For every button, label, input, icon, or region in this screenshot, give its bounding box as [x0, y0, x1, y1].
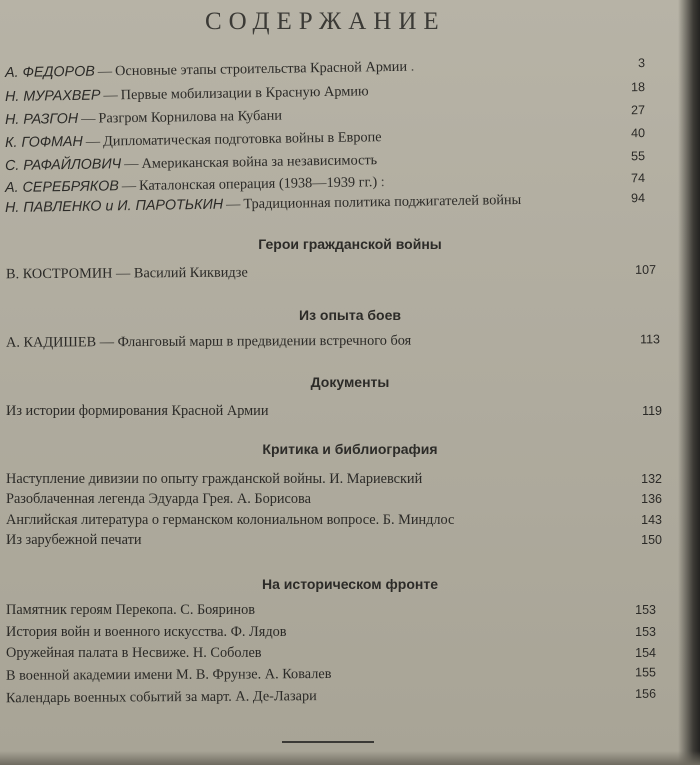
entry-page: 113: [640, 332, 661, 347]
page-edge-shadow: [0, 751, 700, 765]
entry-author: Н. РАЗГОН: [4, 110, 79, 129]
entry-dots: .: [410, 58, 415, 75]
entry-title: Американская война за независимость: [141, 152, 378, 172]
section-heading: Документы: [310, 374, 390, 390]
toc-entry: [6, 260, 656, 285]
toc-entry: [6, 469, 662, 489]
entry-page: 55: [630, 148, 646, 164]
section-heading: Из опыта боев: [299, 307, 401, 323]
entry-title: Каталонская операция (1938—1939 гг.): [138, 174, 378, 194]
toc-entry: [6, 600, 656, 620]
entry-page: 3: [637, 55, 646, 71]
entry-page: 119: [642, 404, 662, 418]
toc-entry: А. СЕРЕБРЯКОВ — Каталонская операция (1938—1939 гг.) : 74: [5, 168, 645, 198]
toc-entry: [6, 530, 662, 550]
toc-entry: С. РАФАЙЛОВИЧ — Американская война за независимость 55: [5, 146, 645, 176]
page-title: СОДЕРЖАНИЕ: [205, 8, 446, 35]
entry-page: 154: [635, 646, 656, 660]
entry-title: Календарь военных событий за март. А. Де-Лазари: [5, 688, 317, 707]
entry-page: 94: [630, 190, 646, 206]
entry-page: 136: [641, 492, 662, 506]
entry-author: К. ГОФМАН: [4, 133, 83, 152]
entry-page: 27: [630, 102, 646, 118]
toc-entry: К. ГОФМАН — Дипломатическая подготовка войны в Европе 40: [5, 123, 645, 153]
entry-title: Разоблаченная легенда Эдуарда Грея. А. Борисова: [6, 491, 311, 507]
entry-title: Памятник героям Перекопа. С. Бояринов: [6, 602, 255, 618]
entry-page: 143: [641, 513, 662, 527]
toc-entry: А. ФЕДОРОВ — Основные этапы строительства Красной Армии . 3: [5, 53, 645, 83]
toc-entry: [6, 401, 662, 421]
entry-page: 40: [630, 125, 646, 141]
section-heading: Критика и библиография: [262, 441, 438, 457]
entry-page: 74: [630, 170, 646, 186]
book-spine-shadow: [678, 0, 700, 765]
section-heading: Герои гражданской войны: [258, 236, 442, 252]
toc-entry: [6, 643, 656, 663]
entry-title: Дипломатическая подготовка войны в Европе: [102, 129, 382, 150]
entry-title: Основные этапы строительства Красной Армии: [114, 58, 408, 80]
entry-title: Оружейная палата в Несвиже. Н. Соболев: [6, 645, 262, 661]
end-rule: [282, 741, 374, 743]
entry-title: Традиционная политика поджигателей войны: [243, 191, 522, 213]
toc-entry: [6, 329, 660, 352]
entry-title: Первые мобилизации в Красную Армию: [120, 83, 369, 104]
toc-entry: Н. РАЗГОН — Разгром Корнилова на Кубани 27: [5, 100, 645, 130]
entry-author: Н. ПАВЛЕНКО и И. ПАРОТЬКИН: [4, 196, 224, 217]
entry-page: 107: [635, 262, 657, 277]
entry-title: Английская литература о германском колониальном вопросе. Б. Миндлос: [6, 512, 455, 528]
entry-title: Наступление дивизии по опыту гражданской войны. И. Мариевский: [6, 471, 423, 487]
entry-author: Н. МУРАХВЕР: [4, 87, 101, 106]
entry-page: 156: [635, 686, 657, 701]
entry-title: А. КАДИШЕВ — Фланговый марш в предвидении встречного боя: [5, 332, 412, 351]
entry-page: 150: [641, 533, 662, 547]
entry-page: 18: [630, 79, 646, 95]
toc-entry: [6, 489, 662, 509]
entry-author: С. РАФАЙЛОВИЧ: [4, 156, 122, 175]
entry-title: Из истории формирования Красной Армии: [6, 403, 269, 419]
entry-page: 153: [635, 625, 656, 639]
toc-entry: [6, 510, 662, 530]
entry-author: А. СЕРЕБРЯКОВ: [4, 178, 119, 197]
entry-title: В военной академии имени М. В. Фрунзе. А. Ковалев: [5, 665, 332, 684]
entry-dots: :: [380, 174, 385, 191]
entry-page: 155: [635, 665, 657, 680]
toc-entry: [6, 662, 656, 685]
entry-title: История войн и военного искусства. Ф. Лядов: [6, 624, 287, 640]
entry-author: А. ФЕДОРОВ: [4, 63, 95, 82]
entry-page: 153: [635, 603, 656, 617]
toc-entry: Н. МУРАХВЕР — Первые мобилизации в Красную Армию 18: [5, 77, 645, 107]
section-heading: На историческом фронте: [262, 576, 438, 592]
entry-title: В. КОСТРОМИН — Василий Киквидзе: [5, 264, 248, 283]
entry-page: 132: [641, 472, 662, 486]
toc-entry: [6, 684, 656, 709]
entry-title: Разгром Корнилова на Кубани: [98, 107, 283, 127]
entry-title: Из зарубежной печати: [6, 532, 142, 548]
toc-entry: Н. ПАВЛЕНКО и И. ПАРОТЬКИН — Традиционная политика поджигателей войны 94: [5, 188, 645, 218]
toc-entry: [6, 622, 656, 642]
